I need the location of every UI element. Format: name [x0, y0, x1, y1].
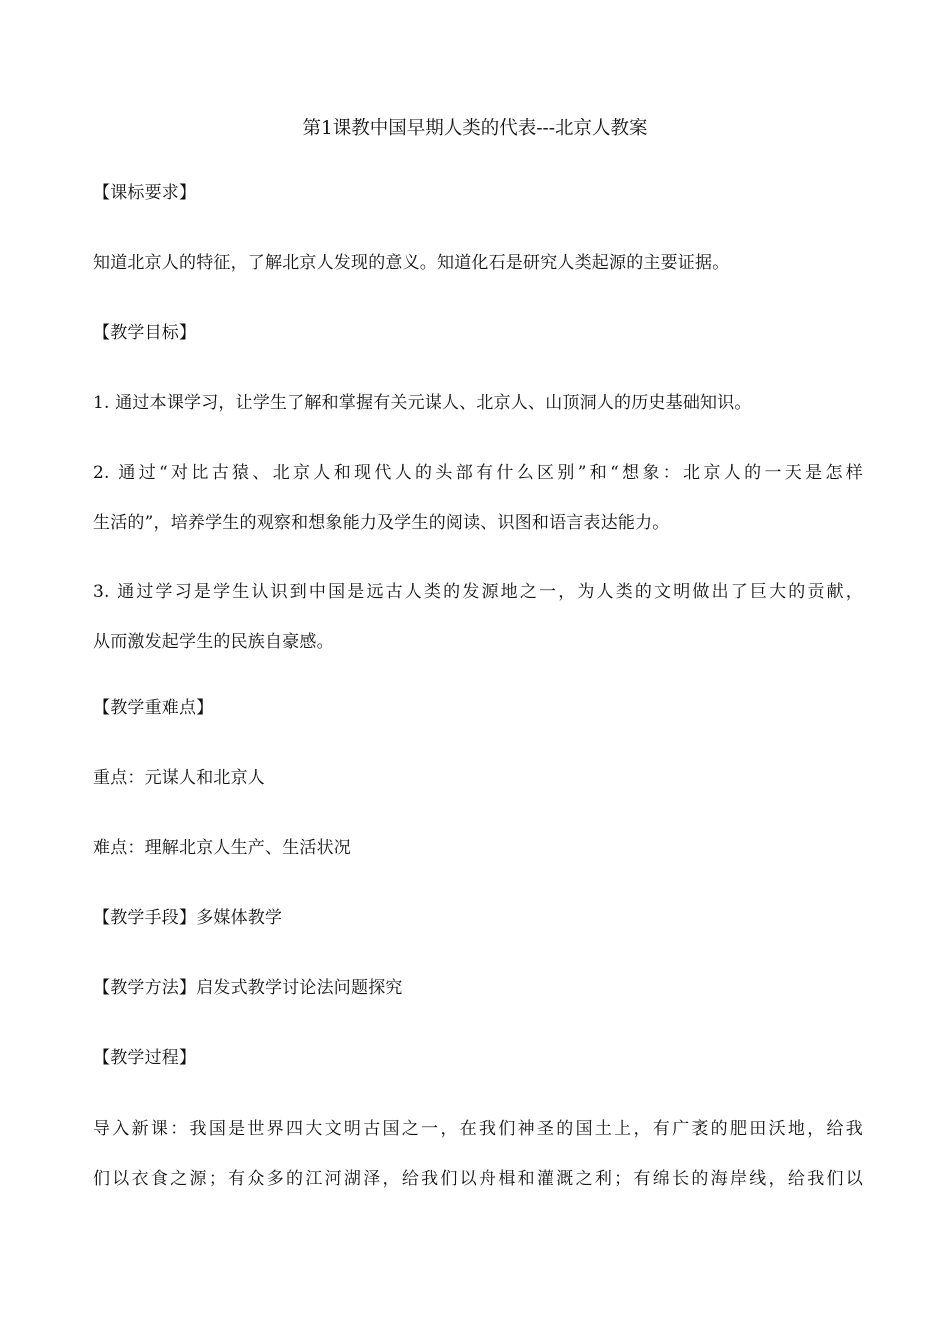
teaching-means: 【教学手段】多媒体教学: [93, 908, 283, 928]
introduction-line-2: 们以衣食之源；有众多的江河湖泽，给我们以舟楫和灌溉之利；有绵长的海岸线，给我们以: [93, 1169, 863, 1189]
objective-3-line-1: 3. 通过学习是学生认识到中国是远古人类的发源地之一，为人类的文明做出了巨大的贡献，: [93, 582, 863, 602]
heading-key-difficult-points: 【教学重难点】: [93, 698, 214, 718]
teaching-methods: 【教学方法】启发式教学讨论法问题探究: [93, 978, 403, 998]
heading-teaching-process: 【教学过程】: [93, 1048, 197, 1068]
difficult-point: 难点：理解北京人生产、生活状况: [93, 838, 351, 858]
paragraph-curriculum-requirements: 知道北京人的特征，了解北京人发现的意义。知道化石是研究人类起源的主要证据。: [93, 253, 730, 273]
document-title: 第1课教中国早期人类的代表---北京人教案: [302, 118, 648, 139]
heading-teaching-objectives: 【教学目标】: [93, 323, 197, 343]
key-point: 重点：元谋人和北京人: [93, 768, 265, 788]
objective-2-line-1: 2. 通过“对比古猿、北京人和现代人的头部有什么区别”和“想象：北京人的一天是怎样: [93, 463, 863, 483]
objective-2-line-2: 生活的”，培养学生的观察和想象能力及学生的阅读、识图和语言表达能力。: [93, 513, 670, 533]
objective-3-line-2: 从而激发起学生的民族自豪感。: [93, 632, 334, 652]
introduction-line-1: 导入新课：我国是世界四大文明古国之一，在我们神圣的国土上，有广袤的肥田沃地，给我: [93, 1119, 863, 1139]
heading-curriculum-requirements: 【课标要求】: [93, 183, 197, 203]
objective-1: 1. 通过本课学习，让学生了解和掌握有关元谋人、北京人、山顶洞人的历史基础知识。: [93, 393, 752, 413]
